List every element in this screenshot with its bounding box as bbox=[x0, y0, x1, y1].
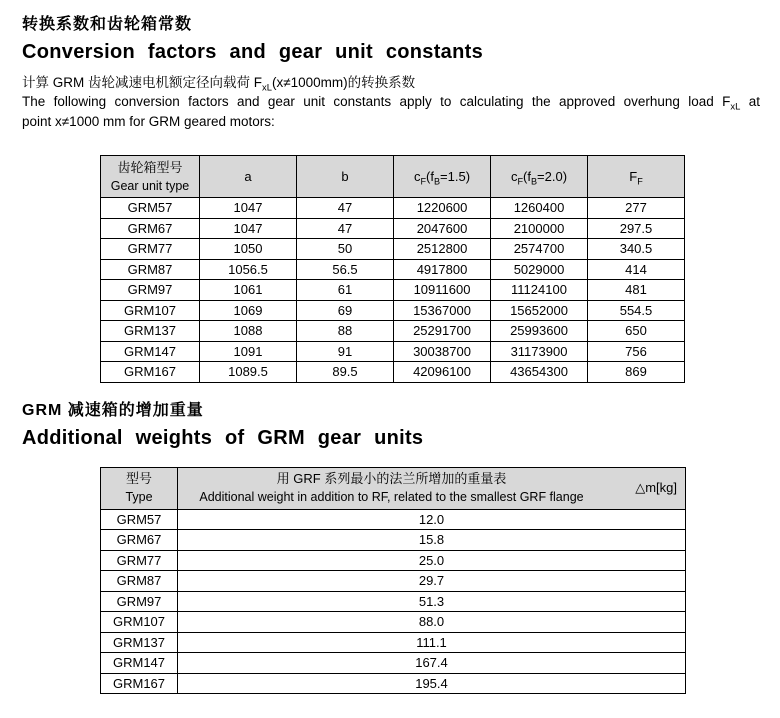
table-cell: 195.4 bbox=[178, 673, 686, 694]
table-cell: 50 bbox=[297, 239, 394, 260]
weights-table-header bbox=[101, 467, 686, 509]
table-row bbox=[101, 530, 686, 551]
conversion-intro-en-line2: point x≠1000 mm for GRM geared motors: bbox=[22, 114, 275, 129]
table-cell: 4917800 bbox=[394, 259, 491, 280]
table-cell: GRM167 bbox=[101, 362, 200, 383]
conversion-heading-en: Conversion factors and gear unit constants bbox=[22, 41, 484, 63]
col-header-ff: $F_F$ bbox=[588, 156, 685, 198]
table-cell: 167.4 bbox=[178, 653, 686, 674]
conversion-table bbox=[100, 155, 685, 383]
table-cell: GRM87 bbox=[101, 259, 200, 280]
table-row bbox=[101, 653, 686, 674]
table-cell: 756 bbox=[588, 341, 685, 362]
table-cell: 2512800 bbox=[394, 239, 491, 260]
table-cell: GRM57 bbox=[101, 198, 200, 219]
table-cell: 5029000 bbox=[491, 259, 588, 280]
col-header-type-en: Type bbox=[125, 490, 153, 504]
col-header-a: a bbox=[200, 156, 297, 198]
table-row bbox=[101, 259, 685, 280]
table-cell: 1091 bbox=[200, 341, 297, 362]
table-cell: 91 bbox=[297, 341, 394, 362]
table-cell: GRM147 bbox=[101, 341, 200, 362]
section-conversion-factors bbox=[22, 14, 760, 383]
conversion-heading-zh: 转换系数和齿轮箱常数 bbox=[22, 16, 193, 33]
table-row bbox=[101, 673, 686, 694]
table-cell: 2100000 bbox=[491, 218, 588, 239]
table-cell: 43654300 bbox=[491, 362, 588, 383]
table-cell: 2047600 bbox=[394, 218, 491, 239]
table-row bbox=[101, 612, 686, 633]
table-cell: 31173900 bbox=[491, 341, 588, 362]
col-header-cf-fb-1-5: $c_F(f_B=1.5)$ bbox=[394, 156, 491, 198]
table-cell: 1088 bbox=[200, 321, 297, 342]
table-cell: 1061 bbox=[200, 280, 297, 301]
table-row bbox=[101, 300, 685, 321]
table-cell: 2574700 bbox=[491, 239, 588, 260]
col-header-additional-weight bbox=[178, 467, 686, 509]
header-row bbox=[101, 467, 686, 509]
table-cell: 1089.5 bbox=[200, 362, 297, 383]
table-row bbox=[101, 280, 685, 301]
table-cell: 51.3 bbox=[178, 591, 686, 612]
table-cell: 47 bbox=[297, 198, 394, 219]
table-cell: GRM107 bbox=[101, 300, 200, 321]
table-cell: 1047 bbox=[200, 198, 297, 219]
table-cell: 111.1 bbox=[178, 632, 686, 653]
table-cell: 25.0 bbox=[178, 550, 686, 571]
table-cell: 25993600 bbox=[491, 321, 588, 342]
table-cell: GRM167 bbox=[101, 673, 178, 694]
table-row bbox=[101, 239, 685, 260]
table-row bbox=[101, 341, 685, 362]
table-row bbox=[101, 550, 686, 571]
table-cell: 1056.5 bbox=[200, 259, 297, 280]
table-cell: GRM107 bbox=[101, 612, 178, 633]
table-cell: 11124100 bbox=[491, 280, 588, 301]
table-cell: 297.5 bbox=[588, 218, 685, 239]
table-cell: GRM67 bbox=[101, 530, 178, 551]
conversion-intro-zh: 计算 GRM 齿轮减速电机额定径向载荷 $F_{xL}(x\ne 1000mm)$的转换系数 bbox=[22, 75, 416, 94]
table-cell: 29.7 bbox=[178, 571, 686, 592]
table-cell: 89.5 bbox=[297, 362, 394, 383]
table-cell: GRM137 bbox=[101, 321, 200, 342]
table-cell: 10911600 bbox=[394, 280, 491, 301]
table-cell: 42096100 bbox=[394, 362, 491, 383]
table-cell: 47 bbox=[297, 218, 394, 239]
table-cell: 1050 bbox=[200, 239, 297, 260]
table-cell: 869 bbox=[588, 362, 685, 383]
table-row bbox=[101, 632, 686, 653]
conversion-table-header bbox=[101, 156, 685, 198]
section-additional-weights bbox=[22, 400, 760, 695]
col-header-b: b bbox=[297, 156, 394, 198]
table-cell: 30038700 bbox=[394, 341, 491, 362]
col-header-gear-unit-type-zh: 齿轮箱型号 bbox=[117, 159, 183, 175]
table-cell: 15.8 bbox=[178, 530, 686, 551]
table-row bbox=[101, 198, 685, 219]
weights-heading-zh: GRM 减速箱的增加重量 bbox=[22, 401, 204, 419]
weights-table bbox=[100, 467, 686, 695]
table-cell: 88.0 bbox=[178, 612, 686, 633]
table-cell: GRM147 bbox=[101, 653, 178, 674]
col-header-type-zh: 型号 bbox=[125, 471, 152, 486]
table-cell: 25291700 bbox=[394, 321, 491, 342]
table-cell: GRM97 bbox=[101, 280, 200, 301]
delta-m-kg-unit-label: △m[kg] bbox=[635, 480, 677, 495]
col-header-additional-weight-lines bbox=[180, 470, 683, 506]
table-row bbox=[101, 218, 685, 239]
table-cell: 277 bbox=[588, 198, 685, 219]
conversion-intro-en-line1: The following conversion factors and gear unit constants apply to calculating the approved overhung load $F_{xL}$ at bbox=[22, 94, 760, 113]
table-cell: 650 bbox=[588, 321, 685, 342]
table-cell: 12.0 bbox=[178, 509, 686, 530]
table-cell: 340.5 bbox=[588, 239, 685, 260]
table-cell: GRM57 bbox=[101, 509, 178, 530]
table-row bbox=[101, 571, 686, 592]
table-row bbox=[101, 321, 685, 342]
weights-table-body bbox=[101, 509, 686, 694]
col-header-gear-unit-type-en: Gear unit type bbox=[110, 178, 190, 193]
col-header-additional-weight-zh: 用 GRF 系列最小的法兰所增加的重量表 bbox=[276, 471, 507, 486]
table-cell: 56.5 bbox=[297, 259, 394, 280]
table-cell: GRM77 bbox=[101, 239, 200, 260]
weights-heading-en: Additional weights of GRM gear units bbox=[22, 426, 424, 449]
table-cell: 15367000 bbox=[394, 300, 491, 321]
table-cell: 414 bbox=[588, 259, 685, 280]
conversion-intro-en bbox=[22, 92, 760, 132]
col-header-gear-unit-type bbox=[101, 156, 200, 198]
conversion-table-body bbox=[101, 198, 685, 383]
table-cell: GRM67 bbox=[101, 218, 200, 239]
table-cell: GRM87 bbox=[101, 571, 178, 592]
col-header-cf-fb-2-0: $c_F(f_B=2.0)$ bbox=[491, 156, 588, 198]
table-cell: 554.5 bbox=[588, 300, 685, 321]
table-cell: 15652000 bbox=[491, 300, 588, 321]
table-cell: 481 bbox=[588, 280, 685, 301]
table-cell: 69 bbox=[297, 300, 394, 321]
table-cell: GRM97 bbox=[101, 591, 178, 612]
table-cell: GRM77 bbox=[101, 550, 178, 571]
table-cell: 1220600 bbox=[394, 198, 491, 219]
table-cell: 1069 bbox=[200, 300, 297, 321]
table-cell: 88 bbox=[297, 321, 394, 342]
header-row bbox=[101, 156, 685, 198]
table-cell: 1047 bbox=[200, 218, 297, 239]
table-row bbox=[101, 591, 686, 612]
table-row bbox=[101, 509, 686, 530]
col-header-type bbox=[101, 467, 178, 509]
table-cell: 1260400 bbox=[491, 198, 588, 219]
table-cell: GRM137 bbox=[101, 632, 178, 653]
col-header-additional-weight-en: Additional weight in addition to RF, related to the smallest GRF flange bbox=[199, 490, 584, 504]
table-cell: 61 bbox=[297, 280, 394, 301]
table-row bbox=[101, 362, 685, 383]
